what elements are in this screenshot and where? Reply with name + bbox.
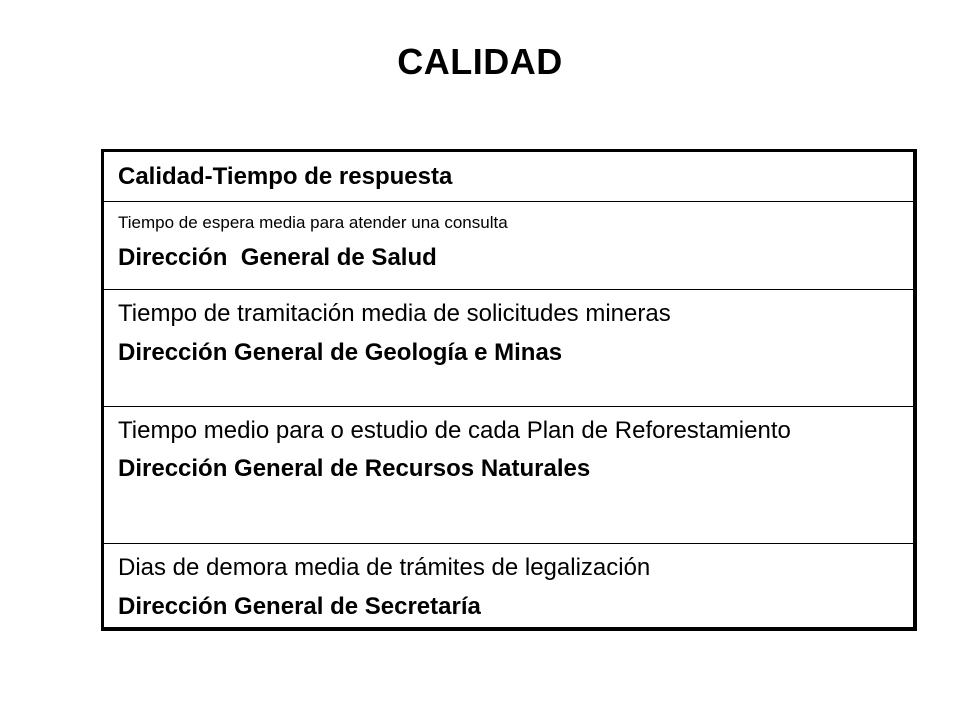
table-header: Calidad-Tiempo de respuesta bbox=[118, 163, 453, 191]
quality-table bbox=[101, 149, 917, 631]
indicator-text: Tiempo medio para o estudio de cada Plan de Reforestamiento bbox=[118, 417, 791, 445]
page-title: CALIDAD bbox=[397, 41, 563, 82]
department-text: Dirección General de Salud bbox=[118, 243, 437, 271]
department-text: Dirección General de Recursos Naturales bbox=[118, 455, 591, 483]
table-row bbox=[104, 407, 913, 544]
table-header-row bbox=[104, 152, 913, 202]
indicator-text: Tiempo de tramitación media de solicitudes mineras bbox=[118, 299, 671, 327]
department-text: Dirección General de Geología e Minas bbox=[118, 338, 563, 366]
table-row bbox=[104, 290, 913, 408]
table-row bbox=[104, 202, 913, 290]
department-text: Dirección General de Secretaría bbox=[118, 593, 481, 621]
indicator-text: Tiempo de espera media para atender una consulta bbox=[118, 212, 508, 232]
table-row bbox=[104, 544, 913, 627]
indicator-text: Dias de demora media de trámites de legalización bbox=[118, 554, 651, 582]
